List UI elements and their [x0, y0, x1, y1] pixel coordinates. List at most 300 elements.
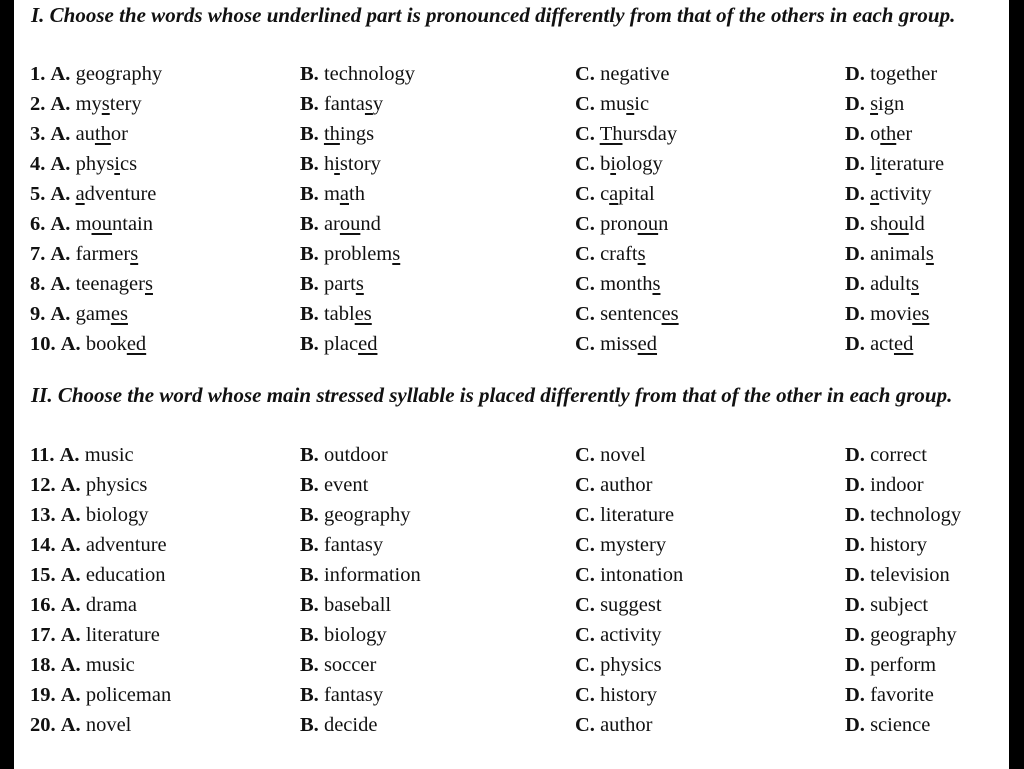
option-word: history	[870, 534, 928, 556]
question-number: 2.	[30, 93, 46, 115]
answer-option	[300, 299, 372, 329]
option-letter: C.	[575, 474, 595, 496]
answer-option	[30, 590, 137, 620]
underlined-part: s	[392, 243, 401, 265]
option-word: geography	[870, 624, 957, 646]
word-prefix: adult	[870, 273, 912, 295]
option-word	[324, 123, 374, 145]
answer-option	[575, 329, 657, 359]
word-suffix: ings	[339, 123, 375, 145]
option-letter: C.	[575, 684, 595, 706]
underlined-part: ou	[339, 213, 361, 235]
option-letter: A.	[60, 333, 81, 355]
question-row	[14, 59, 1009, 89]
option-letter: B.	[300, 93, 319, 115]
underlined-part: s	[355, 273, 364, 295]
word-suffix: er	[896, 123, 913, 145]
word-prefix: gam	[75, 303, 111, 325]
option-letter: A.	[50, 303, 71, 325]
answer-option	[300, 149, 381, 179]
question-row	[14, 179, 1009, 209]
word-prefix: movi	[870, 303, 913, 325]
answer-option	[845, 710, 930, 740]
option-letter: C.	[575, 654, 595, 676]
option-letter: D.	[845, 213, 865, 235]
option-letter: A.	[60, 654, 81, 676]
option-word	[76, 303, 128, 325]
question-number: 20.	[30, 714, 56, 736]
option-word: outdoor	[323, 444, 388, 466]
option-word: mystery	[600, 534, 667, 556]
option-word	[600, 243, 646, 265]
option-word: biology	[323, 624, 387, 646]
underlined-part: s	[144, 273, 153, 295]
question-number: 15.	[30, 564, 56, 586]
underlined-part: s	[626, 93, 635, 115]
answer-option	[845, 149, 944, 179]
option-word	[600, 303, 679, 325]
word-suffix: th	[349, 183, 365, 205]
word-suffix: story	[339, 153, 381, 175]
option-letter: B.	[300, 333, 319, 355]
word-suffix: terature	[881, 153, 945, 175]
option-word: literature	[600, 504, 675, 526]
option-word	[870, 153, 944, 175]
option-word: information	[323, 564, 421, 586]
answer-option	[30, 470, 147, 500]
underlined-part: s	[101, 93, 110, 115]
option-letter: A.	[50, 243, 71, 265]
word-prefix: book	[85, 333, 127, 355]
word-suffix: y	[372, 93, 384, 115]
answer-option	[30, 269, 153, 299]
option-word	[324, 63, 415, 85]
option-letter: D.	[845, 303, 865, 325]
word-suffix: ative	[629, 63, 670, 85]
word-prefix: part	[323, 273, 356, 295]
option-word: policeman	[85, 684, 172, 706]
answer-option	[575, 119, 677, 149]
word-prefix: technolo	[323, 63, 395, 85]
question-number: 8.	[30, 273, 46, 295]
section-2-heading: II. Choose the word whose main stressed syllable is placed differently from that of the other in each group.	[31, 383, 953, 407]
answer-option	[575, 470, 652, 500]
option-word	[870, 213, 925, 235]
underlined-part: i	[334, 153, 340, 175]
answer-option	[845, 560, 950, 590]
answer-option	[575, 560, 683, 590]
option-letter: D.	[845, 63, 865, 85]
answer-option	[300, 269, 364, 299]
option-letter: B.	[300, 684, 319, 706]
answer-option	[30, 209, 153, 239]
answer-option	[30, 179, 156, 209]
option-word: decide	[323, 714, 378, 736]
option-word: biology	[85, 504, 149, 526]
option-letter: C.	[575, 153, 595, 175]
option-letter: A.	[60, 504, 81, 526]
underlined-part: g	[394, 63, 405, 85]
underlined-part: ou	[888, 213, 909, 235]
option-letter: D.	[845, 333, 865, 355]
underlined-part: g	[105, 63, 116, 85]
word-suffix: ctivity	[879, 183, 932, 205]
question-row	[14, 590, 1009, 620]
question-number: 16.	[30, 594, 56, 616]
word-prefix: mu	[600, 93, 627, 115]
answer-option	[845, 179, 932, 209]
option-word: soccer	[323, 654, 377, 676]
underlined-part: es	[912, 303, 930, 325]
underlined-part: s	[911, 273, 920, 295]
answer-option	[30, 149, 137, 179]
word-suffix: nd	[360, 213, 381, 235]
answer-option	[845, 269, 919, 299]
option-word	[870, 333, 913, 355]
section-1-heading: I. Choose the words whose underlined part is pronounced differently from that of the others in each group.	[31, 3, 956, 27]
underlined-part: a	[870, 183, 880, 205]
option-letter: A.	[60, 474, 81, 496]
underlined-part: g	[886, 63, 897, 85]
option-word: music	[85, 654, 135, 676]
option-word: perform	[870, 654, 937, 676]
option-word	[76, 123, 128, 145]
option-word	[600, 213, 668, 235]
word-suffix: cs	[120, 153, 138, 175]
answer-option	[845, 620, 957, 650]
option-word	[870, 123, 912, 145]
answer-option	[845, 590, 928, 620]
option-word: geography	[323, 504, 411, 526]
option-letter: D.	[845, 123, 865, 145]
option-word	[76, 63, 163, 85]
word-prefix: h	[323, 153, 335, 175]
answer-option	[300, 530, 383, 560]
option-word	[76, 243, 139, 265]
option-letter: B.	[300, 564, 319, 586]
option-letter: D.	[845, 474, 865, 496]
question-row	[14, 239, 1009, 269]
answer-option	[300, 179, 365, 209]
option-word: physics	[85, 474, 148, 496]
word-prefix: ne	[600, 63, 620, 85]
word-suffix: ntain	[112, 213, 154, 235]
question-number: 5.	[30, 183, 46, 205]
option-word: subject	[870, 594, 929, 616]
option-letter: D.	[845, 594, 865, 616]
answer-option	[300, 560, 421, 590]
option-letter: C.	[575, 714, 595, 736]
answer-option	[845, 500, 961, 530]
word-suffix: ology	[616, 153, 663, 175]
answer-option	[845, 209, 925, 239]
answer-option	[300, 329, 377, 359]
option-letter: B.	[300, 504, 319, 526]
word-prefix: o	[870, 123, 881, 145]
answer-option	[575, 239, 646, 269]
answer-option	[575, 209, 668, 239]
underlined-part: s	[637, 243, 646, 265]
answer-option	[300, 239, 400, 269]
question-number: 13.	[30, 504, 56, 526]
option-word: science	[870, 714, 931, 736]
word-prefix: month	[600, 273, 653, 295]
word-prefix: m	[323, 183, 340, 205]
answer-option	[30, 650, 135, 680]
option-word	[76, 93, 142, 115]
option-letter: D.	[845, 624, 865, 646]
underlined-part: s	[925, 243, 934, 265]
underlined-part: s	[130, 243, 139, 265]
option-letter: C.	[575, 333, 595, 355]
word-suffix: ether	[896, 63, 938, 85]
word-suffix: ic	[634, 93, 650, 115]
answer-option	[575, 620, 662, 650]
option-letter: D.	[845, 534, 865, 556]
question-row	[14, 209, 1009, 239]
option-letter: A.	[50, 183, 71, 205]
option-word: television	[870, 564, 950, 586]
word-prefix: l	[870, 153, 876, 175]
question-number: 19.	[30, 684, 56, 706]
answer-option	[300, 680, 383, 710]
word-suffix: or	[110, 123, 128, 145]
option-letter: C.	[575, 243, 595, 265]
option-word: indoor	[870, 474, 924, 496]
answer-option	[845, 59, 937, 89]
option-letter: C.	[575, 303, 595, 325]
word-prefix: to	[870, 63, 887, 85]
option-word: novel	[600, 444, 646, 466]
answer-option	[300, 209, 381, 239]
answer-option	[300, 620, 387, 650]
option-letter: B.	[300, 273, 319, 295]
word-prefix: b	[600, 153, 611, 175]
answer-option	[845, 530, 927, 560]
word-prefix: problem	[323, 243, 393, 265]
option-letter: A.	[60, 534, 81, 556]
word-suffix: ld	[908, 213, 925, 235]
answer-option	[300, 500, 410, 530]
question-row	[14, 89, 1009, 119]
answer-option	[30, 119, 128, 149]
option-letter: A.	[50, 153, 71, 175]
option-letter: C.	[575, 534, 595, 556]
option-letter: C.	[575, 273, 595, 295]
underlined-part: g	[619, 63, 630, 85]
word-suffix: y	[404, 63, 416, 85]
answer-option	[300, 440, 388, 470]
answer-option	[845, 329, 913, 359]
answer-option	[575, 59, 670, 89]
word-prefix: miss	[600, 333, 638, 355]
word-prefix: act	[870, 333, 894, 355]
underlined-part: a	[75, 183, 85, 205]
option-word	[324, 333, 378, 355]
answer-option	[30, 440, 134, 470]
answer-option	[575, 530, 666, 560]
answer-option	[845, 440, 927, 470]
option-word	[600, 93, 649, 115]
question-row	[14, 500, 1009, 530]
word-suffix: tery	[109, 93, 142, 115]
answer-option	[300, 590, 391, 620]
answer-option	[30, 560, 166, 590]
underlined-part: i	[610, 153, 617, 175]
answer-option	[30, 59, 162, 89]
question-row	[14, 149, 1009, 179]
word-prefix: c	[600, 183, 610, 205]
answer-option	[575, 149, 663, 179]
option-letter: D.	[845, 684, 865, 706]
question-row	[14, 470, 1009, 500]
question-row	[14, 560, 1009, 590]
option-word: fantasy	[323, 534, 384, 556]
option-word	[600, 123, 677, 145]
underlined-part: i	[875, 153, 882, 175]
option-letter: A.	[50, 273, 71, 295]
option-letter: C.	[575, 93, 595, 115]
option-word	[76, 183, 157, 205]
option-word	[324, 213, 381, 235]
underlined-part: ou	[637, 213, 659, 235]
question-row	[14, 530, 1009, 560]
answer-option	[30, 530, 167, 560]
answer-option	[300, 59, 415, 89]
option-word	[324, 303, 372, 325]
option-word: intonation	[600, 564, 684, 586]
option-word	[600, 183, 655, 205]
option-word: event	[323, 474, 369, 496]
answer-option	[575, 710, 652, 740]
word-prefix: geo	[75, 63, 106, 85]
option-word: novel	[85, 714, 132, 736]
option-letter: D.	[845, 654, 865, 676]
option-word: favorite	[870, 684, 934, 706]
answer-option	[575, 680, 657, 710]
underlined-part: th	[880, 123, 897, 145]
option-letter: A.	[50, 123, 71, 145]
option-letter: D.	[845, 243, 865, 265]
question-row	[14, 710, 1009, 740]
answer-option	[845, 299, 929, 329]
answer-option	[30, 239, 138, 269]
option-word	[870, 303, 929, 325]
answer-option	[30, 329, 146, 359]
underlined-part: s	[870, 93, 879, 115]
option-letter: B.	[300, 183, 319, 205]
option-letter: B.	[300, 213, 319, 235]
option-word	[76, 153, 138, 175]
answer-option	[30, 299, 128, 329]
answer-option	[845, 119, 912, 149]
option-word: education	[85, 564, 166, 586]
option-letter: A.	[60, 594, 81, 616]
word-suffix: n	[658, 213, 669, 235]
underlined-part: ou	[91, 213, 113, 235]
option-word	[324, 243, 400, 265]
word-prefix: plac	[323, 333, 359, 355]
underlined-part: s	[652, 273, 661, 295]
option-letter: D.	[845, 183, 865, 205]
option-letter: B.	[300, 63, 319, 85]
option-word: physics	[600, 654, 662, 676]
question-number: 12.	[30, 474, 56, 496]
option-word: baseball	[323, 594, 392, 616]
option-letter: D.	[845, 153, 865, 175]
option-letter: A.	[60, 564, 81, 586]
question-row	[14, 620, 1009, 650]
option-letter: D.	[845, 93, 865, 115]
question-row	[14, 299, 1009, 329]
option-word: fantasy	[323, 684, 384, 706]
option-letter: B.	[300, 153, 319, 175]
answer-option	[845, 89, 904, 119]
answer-option	[30, 620, 160, 650]
answer-option	[575, 269, 660, 299]
answer-option	[30, 500, 148, 530]
answer-option	[30, 89, 142, 119]
option-letter: C.	[575, 504, 595, 526]
underlined-part: ed	[637, 333, 658, 355]
option-word: activity	[600, 624, 662, 646]
option-letter: B.	[300, 654, 319, 676]
question-number: 18.	[30, 654, 56, 676]
answer-option	[575, 590, 662, 620]
underlined-part: th	[94, 123, 111, 145]
option-word: literature	[85, 624, 160, 646]
underlined-part: th	[323, 123, 340, 145]
option-letter: C.	[575, 444, 595, 466]
question-number: 14.	[30, 534, 56, 556]
word-suffix: ursday	[622, 123, 678, 145]
word-suffix: raphy	[115, 63, 163, 85]
option-letter: A.	[60, 684, 81, 706]
answer-option	[845, 680, 934, 710]
question-row	[14, 119, 1009, 149]
option-word	[600, 333, 657, 355]
answer-option	[300, 119, 374, 149]
option-word	[600, 273, 660, 295]
option-letter: D.	[845, 273, 865, 295]
option-word: drama	[85, 594, 138, 616]
option-letter: A.	[59, 444, 80, 466]
word-prefix: m	[75, 213, 92, 235]
answer-option	[575, 179, 655, 209]
underlined-part: Th	[599, 123, 623, 145]
option-letter: A.	[50, 63, 71, 85]
answer-option	[575, 500, 674, 530]
option-word: correct	[870, 444, 927, 466]
question-row	[14, 329, 1009, 359]
word-prefix: ar	[323, 213, 340, 235]
underlined-part: es	[354, 303, 372, 325]
question-number: 10.	[30, 333, 56, 355]
question-number: 9.	[30, 303, 46, 325]
option-word	[870, 273, 919, 295]
option-word: music	[84, 444, 134, 466]
underlined-part: a	[609, 183, 619, 205]
option-letter: A.	[60, 624, 81, 646]
underlined-part: i	[114, 153, 120, 175]
option-letter: A.	[50, 213, 71, 235]
underlined-part: ed	[358, 333, 378, 355]
underlined-part: ed	[126, 333, 147, 355]
word-prefix: pron	[600, 213, 638, 235]
option-letter: C.	[575, 624, 595, 646]
question-row	[14, 440, 1009, 470]
option-letter: B.	[300, 123, 319, 145]
